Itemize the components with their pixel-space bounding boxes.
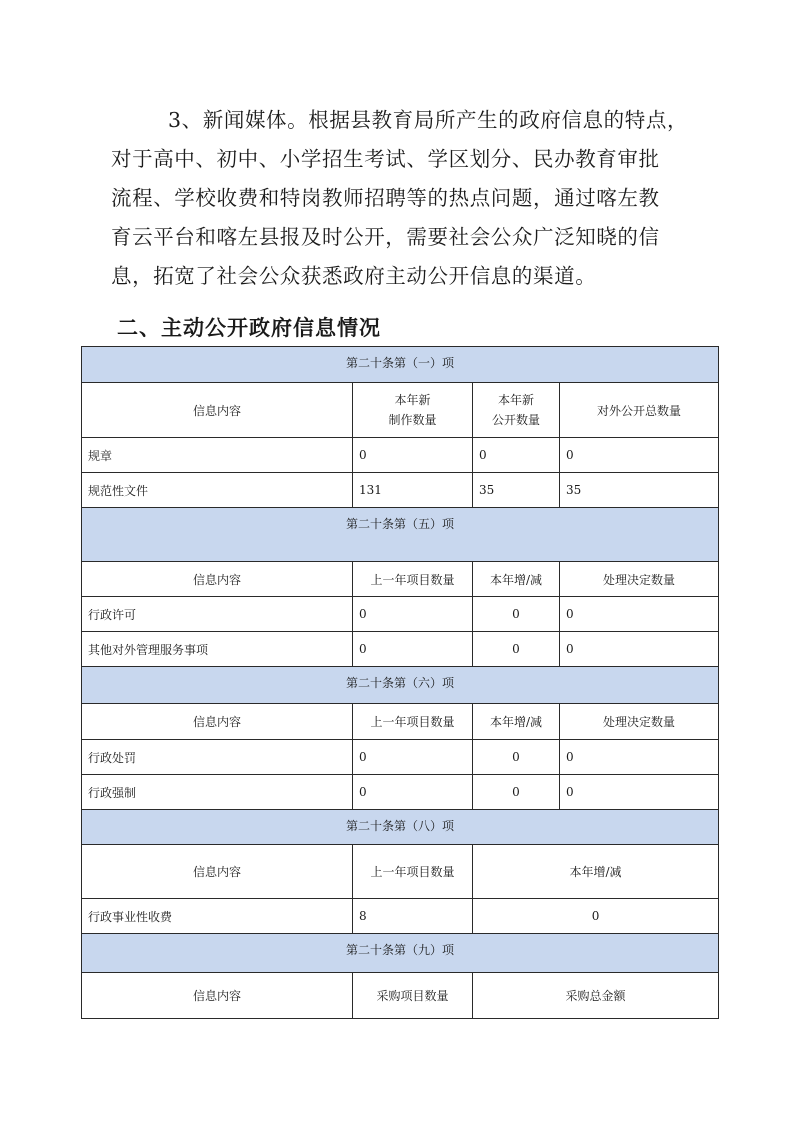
header-cell: 处理决定数量 bbox=[560, 562, 719, 597]
header-cell: 信息内容 bbox=[82, 383, 353, 438]
section-title: 第二十条第（六）项 bbox=[82, 667, 719, 704]
paragraph-line: 3、新闻媒体。根据县教育局所产生的政府信息的特点， bbox=[168, 108, 689, 132]
header-cell: 本年增/减 bbox=[473, 562, 560, 597]
row-label: 行政强制 bbox=[82, 775, 353, 810]
cell-value: 0 bbox=[473, 597, 560, 632]
row-label: 规章 bbox=[82, 438, 353, 473]
section-row-item-5 bbox=[82, 508, 719, 562]
section-row-item-9 bbox=[82, 934, 719, 973]
section-row-item-6 bbox=[82, 667, 719, 704]
cell-value: 0 bbox=[560, 438, 719, 473]
table-row bbox=[82, 473, 719, 508]
cell-value: 0 bbox=[560, 740, 719, 775]
cell-value: 0 bbox=[353, 438, 473, 473]
cell-value: 0 bbox=[473, 632, 560, 667]
cell-value: 0 bbox=[560, 632, 719, 667]
header-cell: 采购总金额 bbox=[473, 973, 719, 1019]
table-header-row bbox=[82, 973, 719, 1019]
header-text: 本年新 bbox=[497, 393, 534, 407]
row-label: 行政事业性收费 bbox=[82, 899, 353, 934]
header-cell: 信息内容 bbox=[82, 973, 353, 1019]
header-cell bbox=[353, 383, 473, 438]
header-cell: 采购项目数量 bbox=[353, 973, 473, 1019]
header-cell: 信息内容 bbox=[82, 845, 353, 899]
cell-value: 0 bbox=[353, 740, 473, 775]
cell-value: 0 bbox=[473, 775, 560, 810]
header-cell: 上一年项目数量 bbox=[353, 562, 473, 597]
header-cell: 上一年项目数量 bbox=[353, 704, 473, 740]
table-header-row bbox=[82, 704, 719, 740]
cell-value: 131 bbox=[353, 473, 473, 508]
cell-value: 0 bbox=[473, 740, 560, 775]
table-row bbox=[82, 438, 719, 473]
header-cell: 信息内容 bbox=[82, 562, 353, 597]
table-row bbox=[82, 740, 719, 775]
header-text: 本年新 bbox=[394, 393, 431, 407]
paragraph-line: 息，拓宽了社会公众获悉政府主动公开信息的渠道。 bbox=[111, 264, 597, 288]
cell-value: 0 bbox=[560, 775, 719, 810]
section-row-item-8 bbox=[82, 810, 719, 845]
paragraph-line: 育云平台和喀左县报及时公开，需要社会公众广泛知晓的信 bbox=[111, 225, 660, 249]
row-label: 行政许可 bbox=[82, 597, 353, 632]
table-row bbox=[82, 775, 719, 810]
section-row-item-1 bbox=[82, 347, 719, 383]
cell-value: 0 bbox=[353, 597, 473, 632]
header-cell: 处理决定数量 bbox=[560, 704, 719, 740]
table-row bbox=[82, 899, 719, 934]
cell-value: 0 bbox=[560, 597, 719, 632]
section-title: 第二十条第（八）项 bbox=[82, 810, 719, 845]
table-header-row bbox=[82, 562, 719, 597]
section-title: 第二十条第（一）项 bbox=[82, 347, 719, 383]
header-text: 公开数量 bbox=[491, 413, 540, 427]
header-cell: 上一年项目数量 bbox=[353, 845, 473, 899]
body-paragraph bbox=[111, 101, 711, 296]
section-heading: 二、主动公开政府信息情况 bbox=[117, 316, 381, 340]
paragraph-line: 流程、学校收费和特岗教师招聘等的热点问题，通过喀左教 bbox=[111, 186, 660, 210]
table-row bbox=[82, 597, 719, 632]
cell-value: 8 bbox=[353, 899, 473, 934]
section-title: 第二十条第（五）项 bbox=[82, 508, 719, 562]
table-row bbox=[82, 632, 719, 667]
header-cell bbox=[473, 383, 560, 438]
table-header-row bbox=[82, 383, 719, 438]
cell-value: 0 bbox=[473, 438, 560, 473]
header-cell: 本年增/减 bbox=[473, 845, 719, 899]
header-cell: 对外公开总数量 bbox=[560, 383, 719, 438]
header-cell: 信息内容 bbox=[82, 704, 353, 740]
cell-value: 0 bbox=[473, 899, 719, 934]
table-header-row bbox=[82, 845, 719, 899]
header-text: 制作数量 bbox=[388, 413, 437, 427]
cell-value: 35 bbox=[560, 473, 719, 508]
header-cell: 本年增/减 bbox=[473, 704, 560, 740]
cell-value: 0 bbox=[353, 775, 473, 810]
paragraph-line: 对于高中、初中、小学招生考试、学区划分、民办教育审批 bbox=[111, 147, 660, 171]
cell-value: 35 bbox=[473, 473, 560, 508]
cell-value: 0 bbox=[353, 632, 473, 667]
row-label: 规范性文件 bbox=[82, 473, 353, 508]
disclosure-table bbox=[81, 346, 719, 1019]
row-label: 其他对外管理服务事项 bbox=[82, 632, 353, 667]
section-title: 第二十条第（九）项 bbox=[82, 934, 719, 973]
row-label: 行政处罚 bbox=[82, 740, 353, 775]
